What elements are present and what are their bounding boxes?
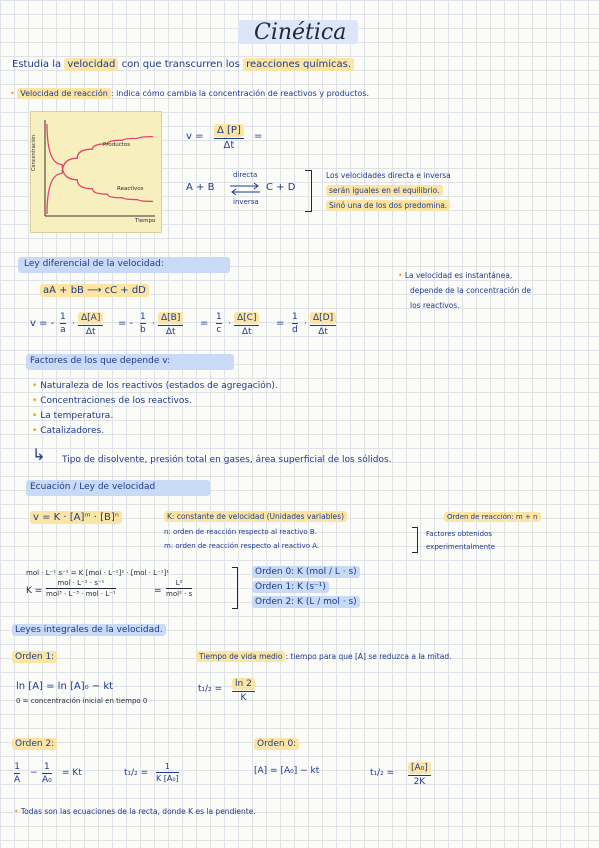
factor-item-1-text: Naturaleza de los reactivos (estados de agregación). bbox=[40, 381, 278, 391]
t1-coef bbox=[60, 312, 66, 335]
order1-equation: ln [A] = ln [A]₀ − kt bbox=[16, 681, 114, 692]
intro-text bbox=[12, 59, 354, 71]
t1-coef-num: 1 bbox=[60, 312, 66, 322]
t3-frac-num: Δ[C] bbox=[234, 312, 259, 324]
equilibrium-note-1: Los velocidades directa e inversa bbox=[326, 171, 451, 180]
reaction-speed-label: Velocidad de reacción bbox=[17, 88, 111, 99]
order2-label-text: Orden 2: bbox=[12, 738, 57, 750]
rate-law-def-k bbox=[164, 513, 347, 522]
chart-label-productos: Productos bbox=[103, 142, 131, 148]
equilibrium-note-3-text: Sinó una de los dos predomina. bbox=[326, 200, 450, 211]
t2-coef-num: 1 bbox=[140, 312, 146, 322]
rate-law-def-n: n: orden de reacción respecto al reactivo B. bbox=[164, 528, 317, 536]
order2-label bbox=[12, 739, 57, 749]
order1-t12-frac bbox=[232, 678, 255, 703]
equilibrium-note-3 bbox=[326, 202, 450, 211]
halflife-line bbox=[196, 653, 451, 662]
t4-coef-den: d bbox=[292, 325, 298, 335]
rate-v: v = - bbox=[30, 318, 55, 329]
order0-t12: t₁/₂ = bbox=[370, 768, 395, 778]
page-title: Cinética bbox=[254, 20, 347, 45]
units-den-2: mol² · s bbox=[166, 590, 193, 598]
order2-num-2: 1 bbox=[44, 762, 50, 772]
exp-note-1: Factores obtenidos bbox=[426, 530, 492, 538]
rate-eq2: = - bbox=[118, 318, 134, 329]
t1-frac bbox=[78, 312, 103, 337]
t4-frac bbox=[310, 312, 336, 337]
units-num-1: mol · L⁻¹ · s⁻¹ bbox=[57, 579, 105, 587]
reaction-lhs: A + B bbox=[186, 182, 215, 193]
t2-frac-num: Δ[B] bbox=[158, 312, 183, 324]
rate-def-v: v = bbox=[186, 131, 204, 142]
rate-law-heading: Ecuación / Ley de velocidad bbox=[30, 482, 156, 492]
order0-equation: [A] = [A₀] − kt bbox=[254, 766, 320, 776]
factor-item-3-text: La temperatura. bbox=[40, 411, 114, 421]
units-bracket bbox=[232, 567, 238, 609]
order1-label bbox=[12, 652, 57, 662]
factor-item-2-text: Concentraciones de los reactivos. bbox=[40, 396, 192, 406]
t1-coef-den: a bbox=[60, 325, 66, 335]
order2-rhs: = Kt bbox=[62, 768, 82, 778]
halflife-text: : tiempo para que [A] se reduzca a la mitad. bbox=[285, 652, 452, 661]
order-0-units-text: Orden 0: K (mol / L · s) bbox=[252, 566, 360, 578]
order0-label-text: Orden 0: bbox=[254, 738, 299, 750]
reaction-speed-text: : indica cómo cambia la concentración de reactivos y productos. bbox=[110, 89, 369, 98]
factor-item-4: • Catalizadores. bbox=[32, 426, 105, 436]
factor-item-2: • Concentraciones de los reactivos. bbox=[32, 396, 192, 406]
order-label bbox=[444, 513, 541, 521]
chart-svg bbox=[31, 112, 161, 232]
frac-bar bbox=[214, 138, 244, 139]
order2-frac-1 bbox=[14, 762, 20, 785]
order2-den-1: A bbox=[14, 775, 21, 785]
exp-note-2: experimentalmente bbox=[426, 543, 496, 551]
halflife-label: Tiempo de vida medio bbox=[196, 651, 285, 662]
t4-dot: · bbox=[304, 319, 307, 329]
t3-frac bbox=[234, 312, 259, 337]
exp-bracket bbox=[412, 527, 418, 553]
t3-coef-den: c bbox=[216, 325, 222, 335]
reaction-above: directa bbox=[233, 171, 258, 179]
factors-heading: Factores de los que depende v: bbox=[30, 356, 171, 366]
differential-heading: Ley diferencial de la velocidad: bbox=[24, 259, 164, 269]
rate-def-frac bbox=[214, 124, 244, 151]
order0-t12-frac bbox=[408, 762, 431, 787]
order1-t12: t₁/₂ = bbox=[198, 684, 223, 694]
bullet: • bbox=[14, 807, 19, 816]
chart-label-reactivos: Reactivos bbox=[117, 186, 144, 192]
reaction-rhs: C + D bbox=[266, 182, 296, 193]
factor-item-4-text: Catalizadores. bbox=[40, 426, 105, 436]
differential-note-1-text: La velocidad es instantánea, bbox=[404, 271, 513, 280]
reaction-below: inversa bbox=[233, 198, 259, 206]
t3-coef-num: 1 bbox=[216, 312, 222, 322]
t1-frac-num: Δ[A] bbox=[78, 312, 103, 324]
intro-reacciones: reacciones químicas. bbox=[243, 58, 354, 71]
units-frac-1 bbox=[46, 579, 116, 598]
order1-note: 0 = concentración inicial en tiempo 0 bbox=[16, 697, 148, 705]
chart-ylabel: Concentración bbox=[31, 134, 38, 171]
t4-frac-den: Δt bbox=[318, 327, 328, 337]
t4-coef-num: 1 bbox=[292, 312, 298, 322]
order0-label bbox=[254, 739, 299, 749]
series-line-productos bbox=[47, 137, 153, 214]
intro-velocidad: velocidad bbox=[64, 58, 118, 71]
order2-t12-den: K [A₀] bbox=[156, 774, 179, 783]
chart-xlabel: Tiempo bbox=[135, 218, 156, 224]
order1-t12-num: ln 2 bbox=[232, 678, 255, 690]
order-0-units bbox=[252, 567, 360, 577]
concentration-chart bbox=[30, 111, 162, 233]
differential-reaction-text: aA + bB ⟶ cC + dD bbox=[40, 284, 149, 297]
t4-coef bbox=[292, 312, 298, 335]
equilibrium-arrows-icon bbox=[228, 182, 262, 196]
order-2-units-text: Orden 2: K (L / mol · s) bbox=[252, 596, 360, 608]
factors-extra: Tipo de disolvente, presión total en gases, área superficial de los sólidos. bbox=[62, 455, 392, 465]
rate-law-def-m: m: orden de reacción respecto al reactivo A. bbox=[164, 542, 320, 550]
factors-arrow-icon: ↳ bbox=[32, 445, 46, 464]
order-1-units bbox=[252, 582, 329, 592]
t3-dot: · bbox=[228, 319, 231, 329]
order2-frac-2 bbox=[42, 762, 52, 785]
differential-note-2: depende de la concentración de bbox=[410, 286, 531, 295]
order2-num-1: 1 bbox=[14, 762, 20, 772]
units-eq: = bbox=[154, 586, 162, 596]
order2-t12: t₁/₂ = bbox=[124, 768, 149, 778]
rate-law-equation-text: v = K · [A]ᵐ · [B]ⁿ bbox=[30, 511, 122, 524]
order2-den-2: A₀ bbox=[42, 775, 52, 785]
differential-note-3: los reactivos. bbox=[410, 301, 460, 310]
t3-frac-den: Δt bbox=[241, 327, 252, 337]
order-2-units bbox=[252, 597, 360, 607]
units-frac-2 bbox=[166, 579, 192, 598]
bullet: • bbox=[10, 89, 15, 98]
order2-t12-frac bbox=[156, 762, 179, 783]
factor-item-3: • La temperatura. bbox=[32, 411, 114, 421]
equilibrium-note-2-text: serán iguales en el equilibrio. bbox=[326, 185, 443, 196]
equilibrium-note-2 bbox=[326, 187, 443, 196]
t2-coef-den: b bbox=[140, 325, 146, 335]
rate-def-num: Δ [P] bbox=[214, 124, 244, 137]
units-line-1: mol · L⁻¹ s⁻¹ = K [mol · L⁻¹]² · [mol · L⁻¹]¹ bbox=[26, 569, 170, 577]
intro-part-3: con que transcurren los bbox=[121, 59, 240, 70]
order0-t12-den: 2K bbox=[413, 777, 426, 787]
order2-t12-num: 1 bbox=[164, 762, 170, 771]
intro-part-1: Estudia la bbox=[12, 59, 62, 70]
reaction-speed-line bbox=[10, 89, 369, 98]
order-1-units-text: Orden 1: K (s⁻¹) bbox=[252, 581, 329, 593]
t2-dot: · bbox=[152, 319, 155, 329]
t2-coef bbox=[140, 312, 146, 335]
factor-item-1: • Naturaleza de los reactivos (estados de agregación). bbox=[32, 381, 278, 391]
order0-t12-num: [A₀] bbox=[408, 762, 431, 774]
units-den-1: mol³ · L⁻³ · mol · L⁻¹ bbox=[46, 590, 116, 598]
integral-heading-text: Leyes integrales de la velocidad. bbox=[12, 624, 166, 636]
integral-heading bbox=[12, 625, 166, 635]
footer-note-text: Todas son las ecuaciones de la recta, donde K es la pendiente. bbox=[20, 807, 256, 816]
t3-coef bbox=[216, 312, 222, 335]
t1-frac-den: Δt bbox=[85, 327, 96, 337]
rate-law-equation bbox=[30, 512, 122, 524]
units-k-eq: K = bbox=[26, 586, 43, 596]
order2-minus: − bbox=[30, 768, 38, 778]
t2-frac-den: Δt bbox=[165, 327, 176, 337]
rate-law-def-k-text: K: constante de velocidad (Unidades variables) bbox=[164, 511, 347, 522]
t2-frac bbox=[158, 312, 183, 337]
order1-t12-den: K bbox=[240, 693, 247, 703]
t4-frac-num: Δ[D] bbox=[310, 312, 336, 324]
order1-label-text: Orden 1: bbox=[12, 651, 57, 663]
rate-def-eq: = bbox=[254, 131, 263, 142]
rate-eq3: = bbox=[200, 318, 209, 329]
footer-note bbox=[14, 808, 256, 817]
order-label-text: Orden de reacción: m + n bbox=[444, 512, 541, 522]
t1-dot: · bbox=[72, 319, 75, 329]
differential-note-1: • La velocidad es instantánea, bbox=[398, 271, 513, 280]
units-num-2: L² bbox=[175, 579, 183, 587]
rate-eq4: = bbox=[276, 318, 285, 329]
rate-def-den: Δt bbox=[223, 140, 235, 151]
differential-reaction bbox=[40, 285, 149, 297]
equilibrium-bracket bbox=[305, 170, 312, 212]
